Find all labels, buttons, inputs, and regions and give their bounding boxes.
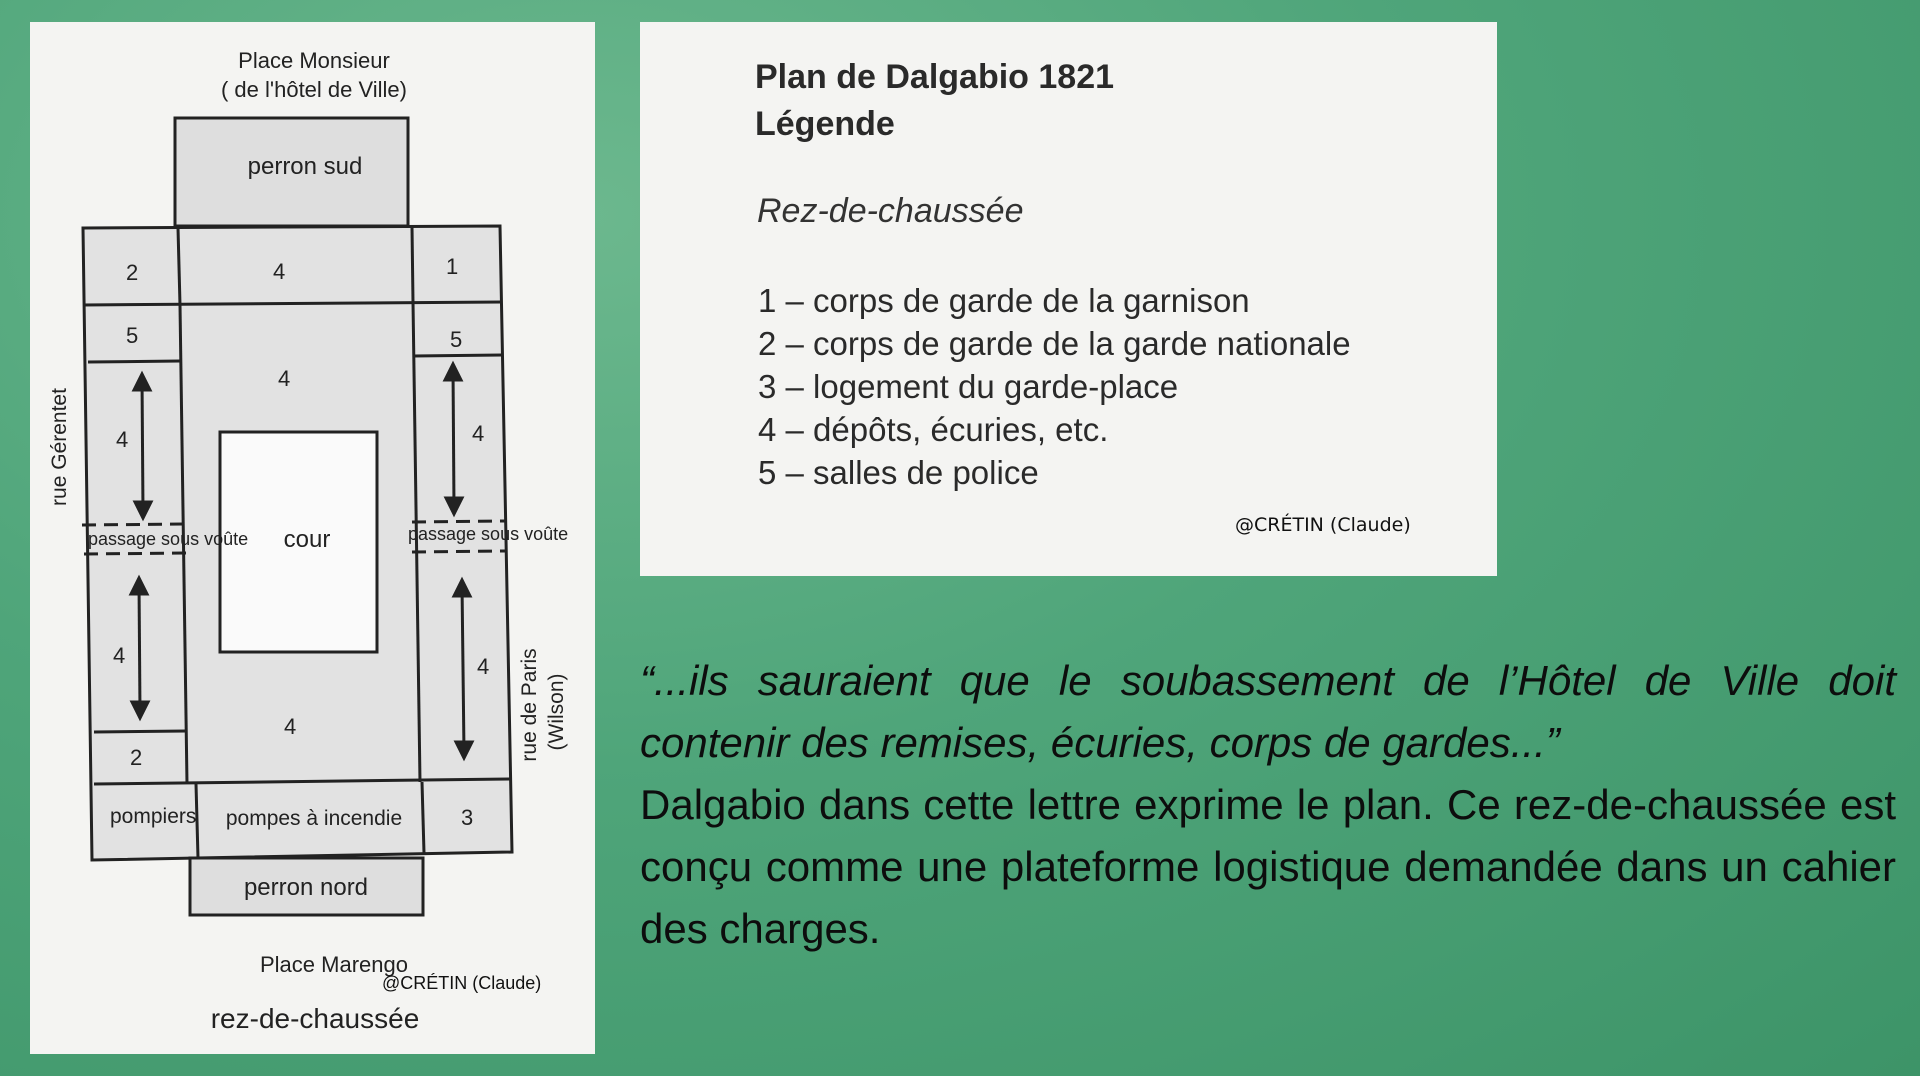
- cell-number: 2: [130, 745, 143, 770]
- perron-nord-label: perron nord: [243, 874, 369, 901]
- top-place-sub-label: ( de l'hôtel de Ville): [220, 77, 408, 102]
- cell-number: 4: [116, 427, 129, 452]
- cell-number: 5: [126, 323, 139, 348]
- top-place-label: Place Monsieur: [238, 48, 390, 73]
- passage-left-label: passage sous voûte: [88, 529, 249, 549]
- cell-number: 2: [126, 260, 139, 285]
- legend-item: 4 – dépôts, écuries, etc.: [758, 411, 1109, 448]
- floor-plan-panel: [30, 22, 595, 1054]
- cell-number: 4: [278, 366, 291, 391]
- legend-credit: @CRÉTIN (Claude): [1235, 514, 1411, 536]
- perron-sud-label: perron sud: [247, 153, 363, 180]
- cell-number: 4: [273, 259, 286, 284]
- cell-number: 4: [284, 714, 297, 739]
- cell-number: 3: [461, 805, 474, 830]
- street-right-sub-label: (Wilson): [545, 673, 568, 751]
- street-right-label: rue de Paris: [518, 648, 541, 762]
- body-text: Dalgabio dans cette lettre exprime le plan. Ce rez-de-chaussée est conçu comme une plateforme logistique demandée dans un cahier des charges.: [640, 781, 1896, 952]
- pompiers-label: pompiers: [110, 805, 197, 828]
- bottom-place-label: Place Marengo: [260, 952, 408, 977]
- legend-item: 5 – salles de police: [758, 454, 1039, 491]
- street-left-label: rue Gérentet: [48, 388, 71, 506]
- legend-panel: [640, 22, 1497, 576]
- legend-item: 2 – corps de garde de la garde nationale: [758, 325, 1351, 362]
- plan-credit: @CRÉTIN (Claude): [382, 973, 542, 993]
- cell-number: 4: [472, 421, 485, 446]
- cell-number: 4: [477, 654, 490, 679]
- legend-item: 1 – corps de garde de la garnison: [758, 282, 1250, 319]
- cell-number: 5: [450, 327, 463, 352]
- cell-number: 1: [446, 254, 459, 279]
- legend-item: 3 – logement du garde-place: [758, 368, 1179, 405]
- legend-subtitle: Légende: [755, 105, 895, 143]
- passage-right-label: passage sous voûte: [408, 524, 569, 544]
- pompes-label: pompes à incendie: [225, 807, 403, 830]
- legend-title: Plan de Dalgabio 1821: [755, 58, 1115, 96]
- cell-number: 4: [113, 643, 126, 668]
- cour-label: cour: [283, 526, 331, 553]
- plan-caption: rez-de-chaussée: [210, 1003, 420, 1034]
- legend-section: Rez-de-chaussée: [757, 192, 1024, 230]
- commentary-text: [640, 650, 1896, 960]
- floor-plan-diagram: [30, 22, 595, 1054]
- quote-text: “...ils sauraient que le soubassement de l’Hôtel de Ville doit contenir des remises, écuries, corps de gardes...”: [640, 657, 1896, 766]
